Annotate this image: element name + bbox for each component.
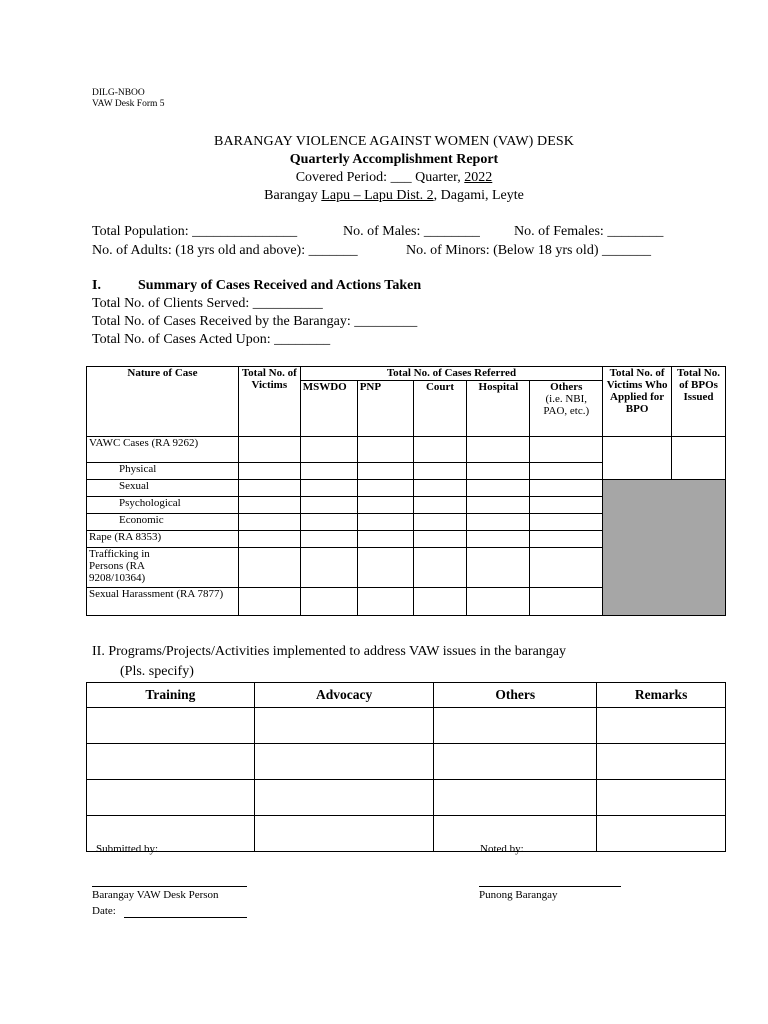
- submitted-by-label: Submitted by:: [96, 843, 159, 855]
- header-pnp: PNP: [357, 381, 413, 437]
- no-of-adults: No. of Adults: (18 yrs old and above): _______: [92, 243, 358, 258]
- form-code: [92, 88, 165, 110]
- case-economic: Economic: [87, 514, 239, 531]
- cases-summary-table: [86, 366, 726, 616]
- noted-by-label: Noted by:: [480, 843, 524, 855]
- header-mswdo: MSWDO: [300, 381, 357, 437]
- section-2-title: II. Programs/Projects/Activities implemented to address VAW issues in the barangay: [92, 644, 567, 659]
- date-line: [124, 917, 247, 918]
- noter-signature-line: [479, 886, 621, 887]
- submitter-signature-line: [92, 886, 247, 887]
- column-others: Others: [434, 683, 597, 708]
- section-1-title: Summary of Cases Received and Actions Taken: [138, 278, 422, 293]
- table-row: [87, 708, 726, 744]
- no-of-males: No. of Males: ________: [343, 224, 480, 239]
- barangay-label: Barangay: [264, 188, 322, 203]
- header-cases-referred: Total No. of Cases Referred: [300, 367, 602, 381]
- form-code-line-1: DILG-NBOO: [92, 88, 145, 98]
- header-hospital: Hospital: [467, 381, 530, 437]
- table-row: [87, 480, 726, 497]
- header-bpo-issued: Total No. of BPOs Issued: [672, 367, 726, 437]
- barangay-line: [0, 188, 768, 204]
- no-of-minors: No. of Minors: (Below 18 yrs old) _______: [406, 243, 651, 258]
- shaded-cell: [603, 480, 726, 616]
- header-court: Court: [413, 381, 467, 437]
- barangay-name: Lapu – Lapu Dist. 2: [321, 188, 434, 203]
- year-value: 2022: [464, 170, 493, 185]
- table-row: [87, 780, 726, 816]
- submitter-role: Barangay VAW Desk Person: [92, 889, 219, 901]
- location-suffix: , Dagami, Leyte: [433, 188, 524, 203]
- quarter-blank: ___: [390, 170, 412, 185]
- covered-label: Covered Period:: [295, 170, 391, 185]
- header-others-label: Others: [550, 381, 583, 393]
- section-2-specify: (Pls. specify): [120, 664, 194, 679]
- header-bpo-applied: Total No. of Victims Who Applied for BPO: [603, 367, 672, 437]
- case-sexual-harassment: Sexual Harassment (RA 7877): [87, 588, 239, 616]
- document-title: BARANGAY VIOLENCE AGAINST WOMEN (VAW) DESK: [214, 134, 574, 149]
- table-row: [87, 437, 726, 463]
- form-code-line-2: VAW Desk Form 5: [92, 99, 165, 109]
- clients-served: Total No. of Clients Served: __________: [92, 296, 323, 311]
- case-sexual: Sexual: [87, 480, 239, 497]
- noter-role: Punong Barangay: [479, 889, 558, 901]
- case-physical: Physical: [87, 463, 239, 480]
- total-population: Total Population: _______________: [92, 224, 298, 239]
- case-psychological: Psychological: [87, 497, 239, 514]
- cases-received: Total No. of Cases Received by the Barangay: _________: [92, 314, 418, 329]
- header-nature-of-case: Nature of Case: [87, 367, 239, 437]
- table-row: [87, 816, 726, 852]
- section-1-number: I.: [92, 278, 101, 293]
- date-label: Date:: [92, 905, 116, 917]
- ppa-table: [86, 682, 726, 852]
- case-rape: Rape (RA 8353): [87, 531, 239, 548]
- header-others: [530, 381, 603, 437]
- no-of-females: No. of Females: ________: [514, 224, 664, 239]
- cases-acted-upon: Total No. of Cases Acted Upon: ________: [92, 332, 331, 347]
- column-remarks: Remarks: [597, 683, 726, 708]
- column-advocacy: Advocacy: [254, 683, 434, 708]
- document-subtitle: Quarterly Accomplishment Report: [289, 152, 499, 167]
- covered-period: [0, 170, 768, 186]
- column-training: Training: [87, 683, 255, 708]
- header-total-victims: Total No. of Victims: [238, 367, 300, 437]
- header-others-sub: (i.e. NBI, PAO, etc.): [543, 393, 590, 417]
- table-row: [87, 744, 726, 780]
- case-vawc: VAWC Cases (RA 9262): [87, 437, 239, 463]
- case-trafficking: Trafficking in Persons (RA 9208/10364): [87, 548, 239, 588]
- quarter-label: Quarter,: [411, 170, 465, 185]
